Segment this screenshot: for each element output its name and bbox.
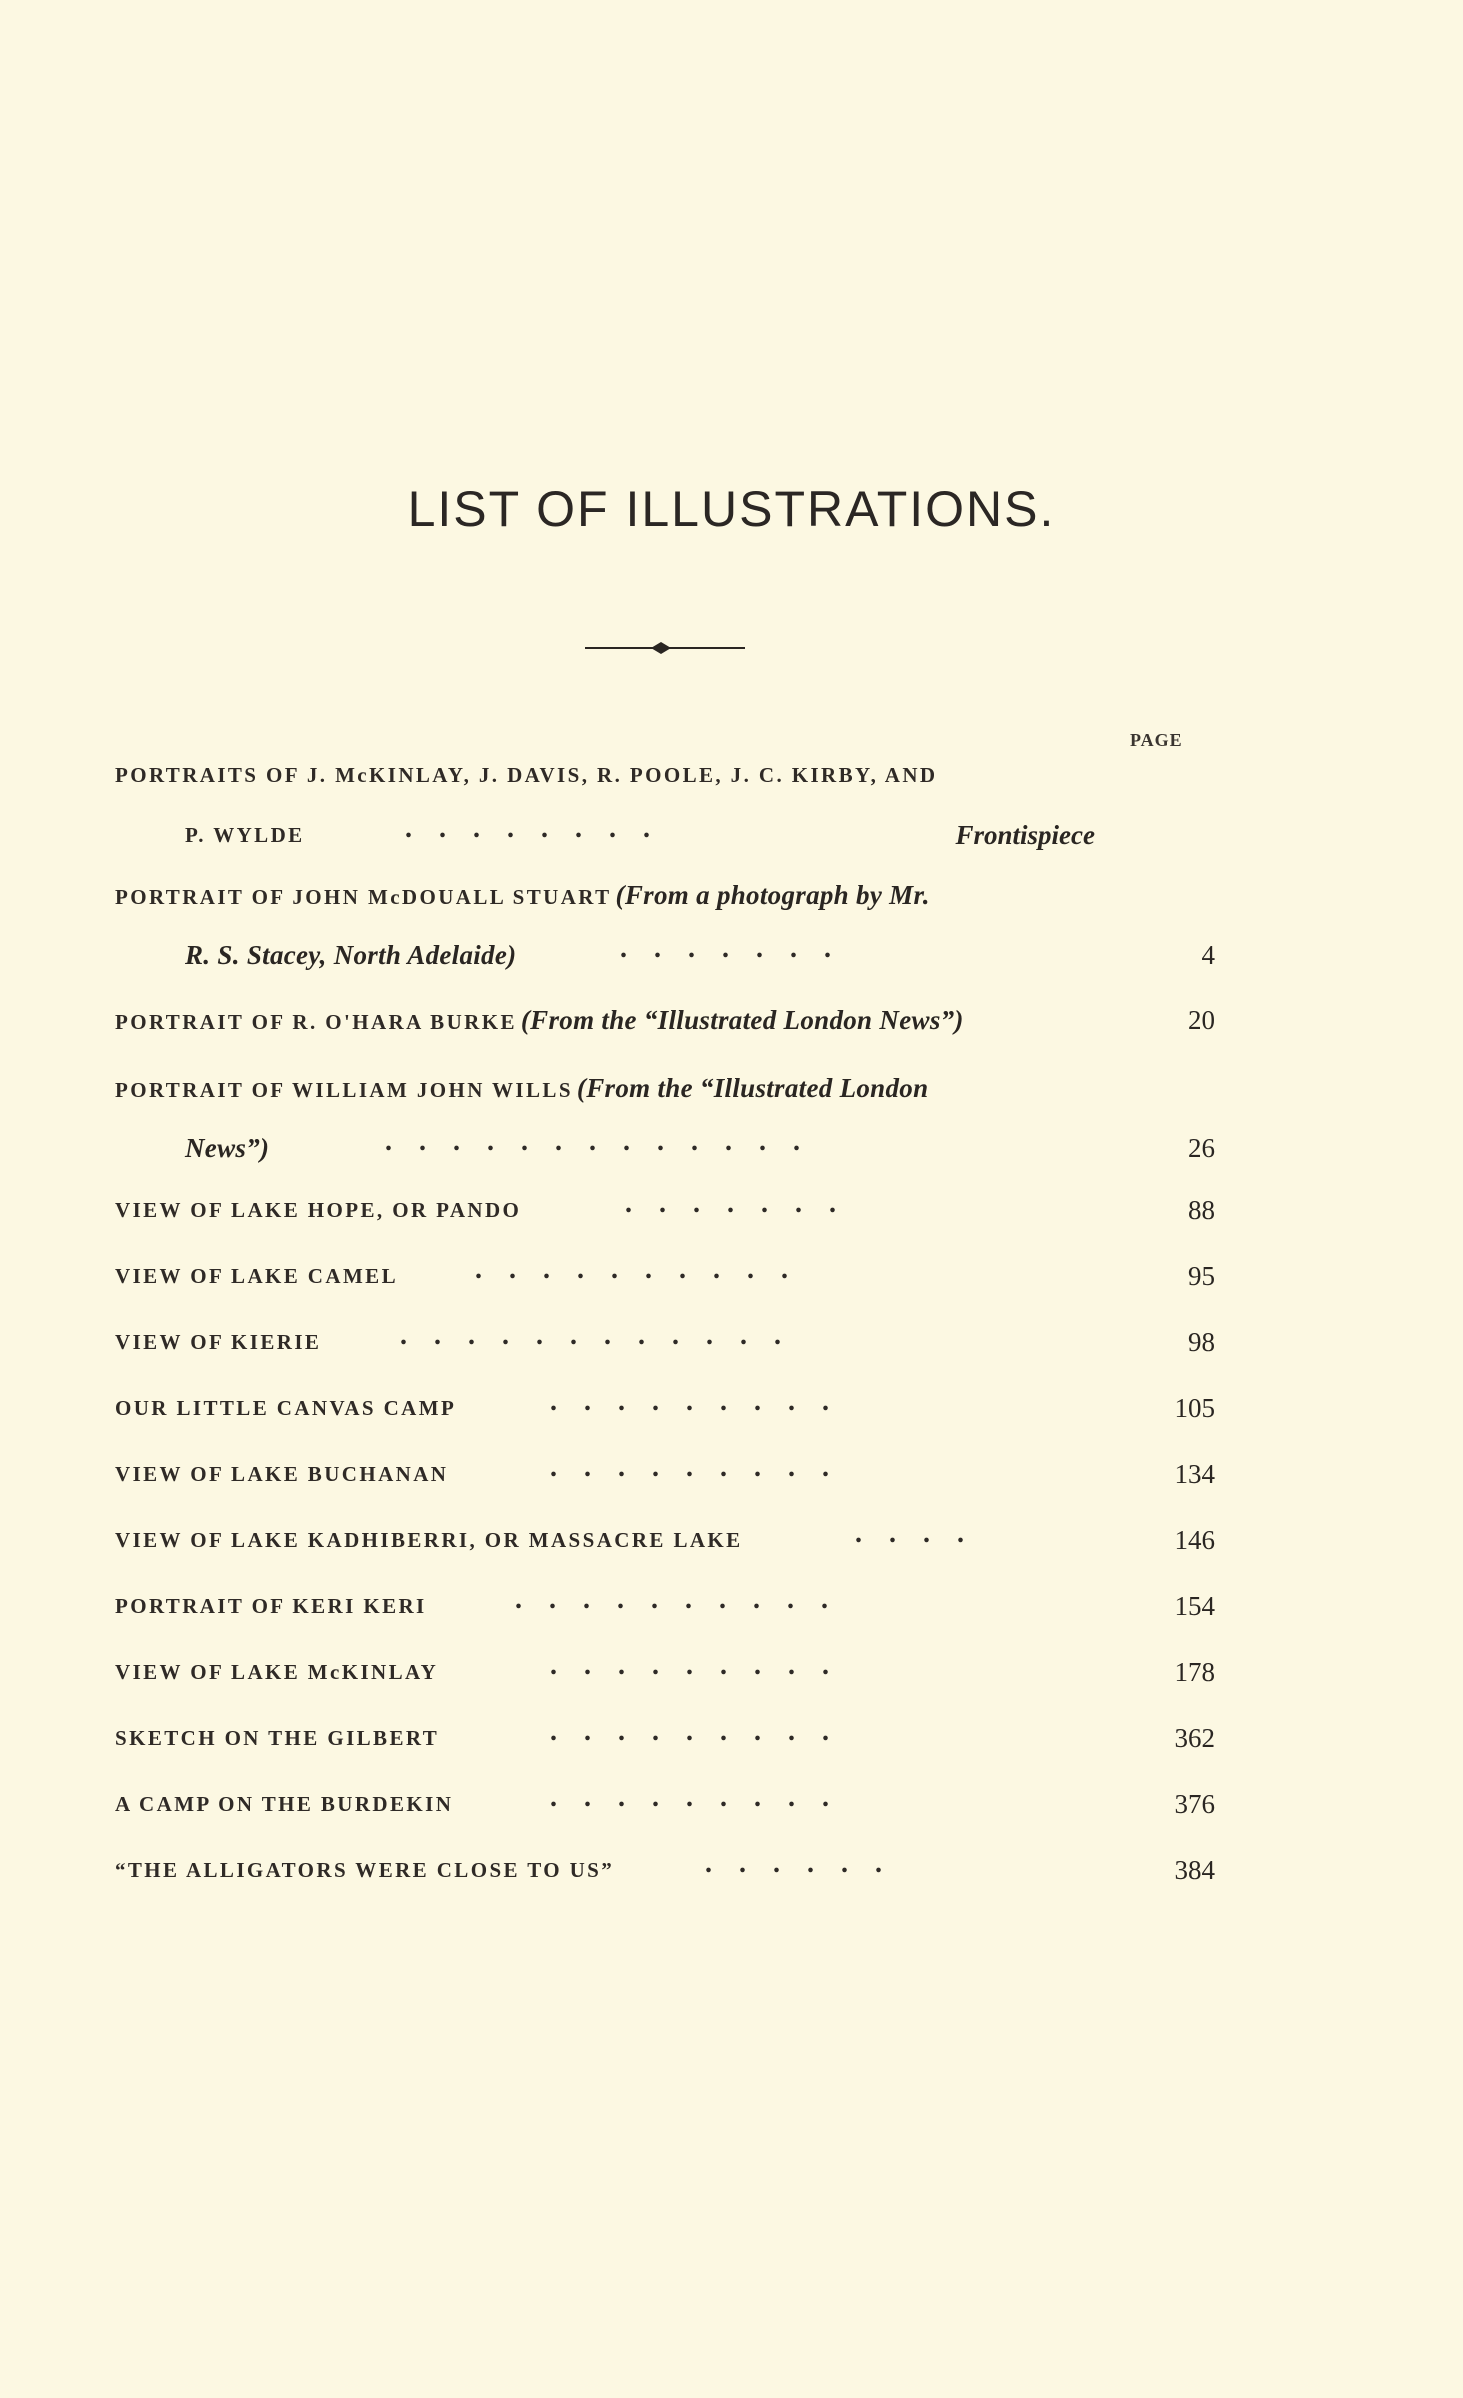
list-item xyxy=(115,1444,1215,1504)
entry-line xyxy=(115,1312,1215,1372)
entry-page: 26 xyxy=(1188,1133,1215,1163)
entry-page: 146 xyxy=(1174,1525,1215,1555)
entry-line xyxy=(115,745,1215,805)
entry-caption: PORTRAIT OF WILLIAM JOHN WILLS xyxy=(115,1078,573,1102)
list-item xyxy=(115,990,1215,1050)
leader-dots: ......... xyxy=(550,1650,856,1681)
entry-caption: PORTRAIT OF JOHN McDOUALL STUART xyxy=(115,885,612,909)
entry-line xyxy=(115,1378,1215,1438)
entry-line xyxy=(115,1180,1215,1240)
entry-line xyxy=(115,925,1215,985)
list-item xyxy=(115,1246,1215,1306)
list-item xyxy=(115,1576,1215,1636)
entry-caption: OUR LITTLE CANVAS CAMP xyxy=(115,1396,457,1420)
entry-caption: VIEW OF LAKE McKINLAY xyxy=(115,1660,439,1684)
leader-dots: ....... xyxy=(620,933,858,964)
list-item xyxy=(115,1510,1215,1570)
entry-source: (From the “Illustrated London News”) xyxy=(520,1005,964,1035)
entry-caption: VIEW OF LAKE KADHIBERRI, OR MASSACRE LAKE xyxy=(115,1528,743,1552)
entry-page: 134 xyxy=(1174,1459,1215,1489)
entry-caption: VIEW OF LAKE BUCHANAN xyxy=(115,1462,449,1486)
entry-page: 178 xyxy=(1174,1657,1215,1687)
list-item xyxy=(115,1312,1215,1372)
list-item xyxy=(115,1180,1215,1240)
entry-caption-cont: P. WYLDE xyxy=(185,823,305,847)
entry-page: 105 xyxy=(1174,1393,1215,1423)
leader-dots: ......... xyxy=(550,1716,856,1747)
page-title: LIST OF ILLUSTRATIONS. xyxy=(407,481,1056,537)
leader-dots: .......... xyxy=(515,1584,855,1615)
entry-caption: PORTRAIT OF KERI KERI xyxy=(115,1594,427,1618)
entry-line xyxy=(115,1246,1215,1306)
list-item xyxy=(115,1058,1215,1178)
entry-line xyxy=(115,1118,1215,1178)
entry-caption: “THE ALLIGATORS WERE CLOSE TO US” xyxy=(115,1858,615,1882)
entry-line xyxy=(115,990,1215,1050)
leader-dots: ............ xyxy=(400,1320,808,1351)
leader-dots: ......... xyxy=(550,1782,856,1813)
entry-caption: VIEW OF LAKE CAMEL xyxy=(115,1264,398,1288)
entry-page: 362 xyxy=(1174,1723,1215,1753)
entry-caption-cont: R. S. Stacey, North Adelaide) xyxy=(185,940,517,970)
entry-source: (From a photograph by Mr. xyxy=(615,880,930,910)
entry-caption-cont: News”) xyxy=(185,1133,270,1163)
list-item xyxy=(115,1642,1215,1702)
entry-line xyxy=(115,865,1215,925)
page-column-heading: PAGE xyxy=(1130,730,1183,750)
entry-caption: A CAMP ON THE BURDEKIN xyxy=(115,1792,454,1816)
list-item xyxy=(115,1378,1215,1438)
entry-caption: PORTRAITS OF J. McKINLAY, J. DAVIS, R. POOLE, J. C. KIRBY, AND xyxy=(115,763,938,787)
leader-dots: .... xyxy=(855,1518,991,1549)
entry-page: 376 xyxy=(1174,1789,1215,1819)
leader-dots: ............. xyxy=(385,1126,827,1157)
leader-dots: .......... xyxy=(475,1254,815,1285)
entry-line xyxy=(115,1576,1215,1636)
entry-line xyxy=(115,1444,1215,1504)
entry-page: 154 xyxy=(1174,1591,1215,1621)
list-item xyxy=(115,865,1215,985)
leader-dots: ....... xyxy=(625,1188,863,1219)
entry-page: Frontispiece xyxy=(955,820,1095,850)
entry-line xyxy=(115,805,1215,865)
list-item xyxy=(115,1840,1215,1900)
entry-page: 95 xyxy=(1188,1261,1215,1291)
entry-line xyxy=(115,1058,1215,1118)
entry-line xyxy=(115,1642,1215,1702)
entry-caption: PORTRAIT OF R. O'HARA BURKE xyxy=(115,1010,517,1034)
leader-dots: ......... xyxy=(550,1386,856,1417)
entry-page: 20 xyxy=(1188,1005,1215,1035)
entry-page: 384 xyxy=(1174,1855,1215,1885)
list-item xyxy=(115,1774,1215,1834)
ornament-rule-icon xyxy=(585,640,745,656)
leader-dots: ...... xyxy=(705,1848,909,1879)
entry-line xyxy=(115,1774,1215,1834)
leader-dots: ........ xyxy=(405,813,677,844)
entry-caption: SKETCH ON THE GILBERT xyxy=(115,1726,440,1750)
entry-caption: VIEW OF KIERIE xyxy=(115,1330,322,1354)
entry-page: 4 xyxy=(1201,940,1215,970)
entry-source: (From the “Illustrated London xyxy=(576,1073,929,1103)
entry-page: 88 xyxy=(1188,1195,1215,1225)
list-item xyxy=(115,745,1215,865)
entry-caption: VIEW OF LAKE HOPE, OR PANDO xyxy=(115,1198,522,1222)
entry-line xyxy=(115,1708,1215,1768)
leader-dots: ......... xyxy=(550,1452,856,1483)
entry-line xyxy=(115,1840,1215,1900)
entry-line xyxy=(115,1510,1215,1570)
list-item xyxy=(115,1708,1215,1768)
entry-page: 98 xyxy=(1188,1327,1215,1357)
